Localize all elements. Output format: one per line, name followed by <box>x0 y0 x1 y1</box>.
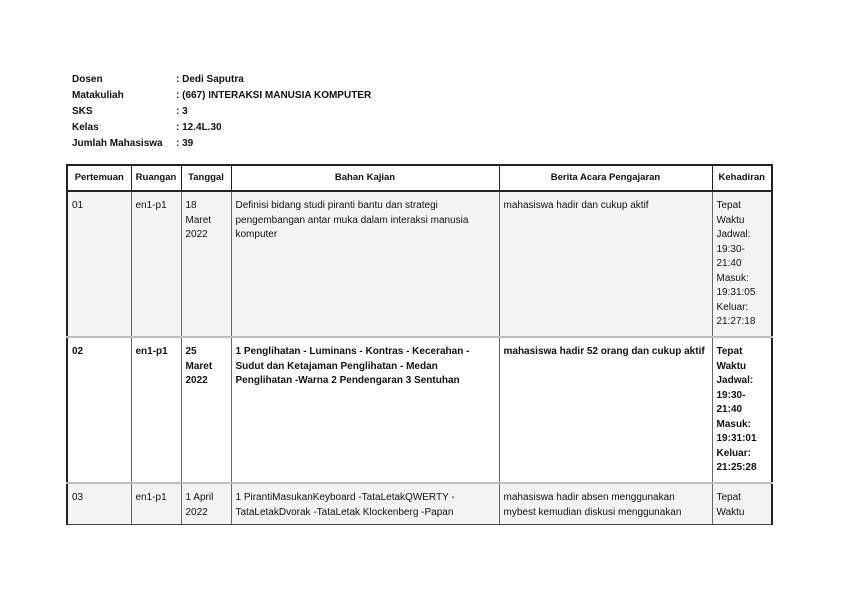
schedule-table <box>66 164 773 525</box>
info-value: : 3 <box>176 106 188 117</box>
column-header-ruangan: Ruangan <box>131 165 181 191</box>
table-row <box>67 191 772 337</box>
column-header-kehadiran: Kehadiran <box>712 165 772 191</box>
info-row-matakuliah <box>72 88 371 104</box>
cell-tanggal: 1 April 2022 <box>181 483 231 525</box>
info-row-sks <box>72 104 371 120</box>
info-value: : 12.4L.30 <box>176 122 222 133</box>
info-label: Dosen <box>72 74 103 85</box>
info-value: : (667) INTERAKSI MANUSIA KOMPUTER <box>176 90 372 101</box>
cell-pertemuan: 01 <box>67 191 131 337</box>
column-header-pertemuan: Pertemuan <box>67 165 131 191</box>
cell-pertemuan: 03 <box>67 483 131 525</box>
column-header-bahan-kajian: Bahan Kajian <box>231 165 499 191</box>
cell-ruangan: en1-p1 <box>131 337 181 483</box>
info-label: Matakuliah <box>72 90 124 101</box>
column-header-berita-acara: Berita Acara Pengajaran <box>499 165 712 191</box>
table-row <box>67 337 772 483</box>
cell-bahan-kajian: 1 Penglihatan - Luminans - Kontras - Kecerahan - Sudut dan Ketajaman Penglihatan - Medan Penglihatan -Warna 2 Pendengaran 3 Sentuhan <box>231 337 499 483</box>
info-label: SKS <box>72 106 93 117</box>
cell-tanggal: 18 Maret 2022 <box>181 191 231 337</box>
info-value: : 39 <box>176 138 194 149</box>
cell-kehadiran: Tepat Waktu <box>712 483 772 525</box>
cell-berita-acara: mahasiswa hadir absen menggunakan mybest kemudian diskusi menggunakan <box>499 483 712 525</box>
info-row-dosen <box>72 72 371 88</box>
info-value: : Dedi Saputra <box>176 74 244 85</box>
cell-bahan-kajian: 1 PirantiMasukanKeyboard -TataLetakQWERTY - TataLetakDvorak -TataLetak Klockenberg -Papan <box>231 483 499 525</box>
cell-kehadiran: Tepat Waktu Jadwal: 19:30- 21:40 Masuk: 19:31:05 Keluar: 21:27:18 <box>712 191 772 337</box>
cell-bahan-kajian: Definisi bidang studi piranti bantu dan strategi pengembangan antar muka dalam interaksi manusia komputer <box>231 191 499 337</box>
cell-ruangan: en1-p1 <box>131 483 181 525</box>
cell-kehadiran: Tepat Waktu Jadwal: 19:30- 21:40 Masuk: 19:31:01 Keluar: 21:25:28 <box>712 337 772 483</box>
info-label: Kelas <box>72 122 99 133</box>
info-label: Jumlah Mahasiswa <box>72 138 163 149</box>
column-header-tanggal: Tanggal <box>181 165 231 191</box>
course-info <box>72 72 371 152</box>
cell-berita-acara: mahasiswa hadir dan cukup aktif <box>499 191 712 337</box>
info-row-kelas <box>72 120 371 136</box>
table-row <box>67 483 772 525</box>
cell-pertemuan: 02 <box>67 337 131 483</box>
table-header-row <box>67 165 772 191</box>
info-row-jumlah-mahasiswa <box>72 136 371 152</box>
cell-tanggal: 25 Maret 2022 <box>181 337 231 483</box>
cell-ruangan: en1-p1 <box>131 191 181 337</box>
cell-berita-acara: mahasiswa hadir 52 orang dan cukup aktif <box>499 337 712 483</box>
